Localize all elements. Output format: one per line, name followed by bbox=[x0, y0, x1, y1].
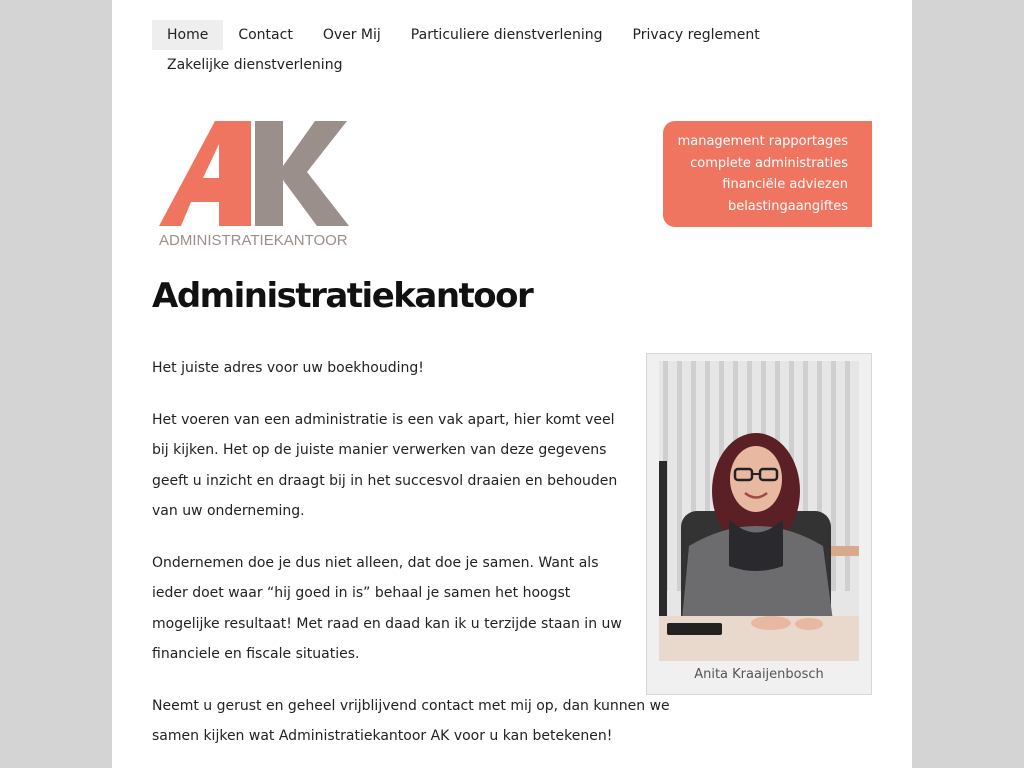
nav-item-particuliere-dienstverlening[interactable]: Particuliere dienstverlening bbox=[410, 27, 603, 43]
service-item: management rapportages bbox=[677, 134, 848, 149]
service-item: belastingaangiftes bbox=[727, 198, 848, 214]
site-logo[interactable] bbox=[157, 118, 357, 250]
content-paragraph: Ondernemen doe je dus niet alleen, dat doe je samen. Want als ieder doet waar “hij goed in is” behaal je samen het hoogst mogelijke resultaat! Met raad en daad kan ik u terzijde staan in uw financiele en fiscale situaties. bbox=[152, 554, 622, 662]
intro-paragraph: Het juiste adres voor uw boekhouding! bbox=[152, 360, 424, 376]
content-paragraph: Het voeren van een administratie is een vak apart, hier komt veel bij kijken. Het op de juiste manier verwerken van deze gegevens geeft u inzicht en draagt bij in het succesvol draaien en behouden van uw onderneming. bbox=[152, 411, 618, 519]
nav-item-zakelijke-dienstverlening[interactable]: Zakelijke dienstverlening bbox=[167, 57, 343, 73]
page-title: Administratiekantoor bbox=[152, 276, 533, 316]
logo-subtitle: ADMINISTRATIEKANTOOR bbox=[159, 232, 348, 249]
logo-letter-a bbox=[159, 121, 251, 226]
nav-row-1 bbox=[152, 20, 872, 50]
nav-item-contact[interactable]: Contact bbox=[238, 27, 293, 43]
service-item: financiële adviezen bbox=[722, 177, 848, 192]
page-container bbox=[112, 0, 912, 768]
service-item: complete administraties bbox=[690, 155, 848, 171]
logo-letter-k bbox=[255, 121, 349, 226]
content-paragraph: Neemt u gerust en geheel vrijblijvend contact met mij op, dan kunnen we samen kijken wat Administratiekantoor AK voor u kan betekenen! bbox=[152, 697, 670, 744]
logo-mark bbox=[157, 118, 357, 230]
nav-item-home[interactable]: Home bbox=[152, 20, 223, 50]
nav-item-over-mij[interactable]: Over Mij bbox=[322, 27, 381, 43]
portrait-figure bbox=[646, 353, 872, 695]
services-banner bbox=[663, 121, 872, 227]
nav-row-2 bbox=[152, 50, 872, 80]
portrait-caption: Anita Kraaijenbosch bbox=[694, 667, 824, 682]
portrait-photo bbox=[659, 361, 859, 661]
nav-item-privacy-reglement[interactable]: Privacy reglement bbox=[632, 27, 760, 43]
main-navigation bbox=[152, 20, 872, 80]
main-content bbox=[152, 353, 670, 768]
